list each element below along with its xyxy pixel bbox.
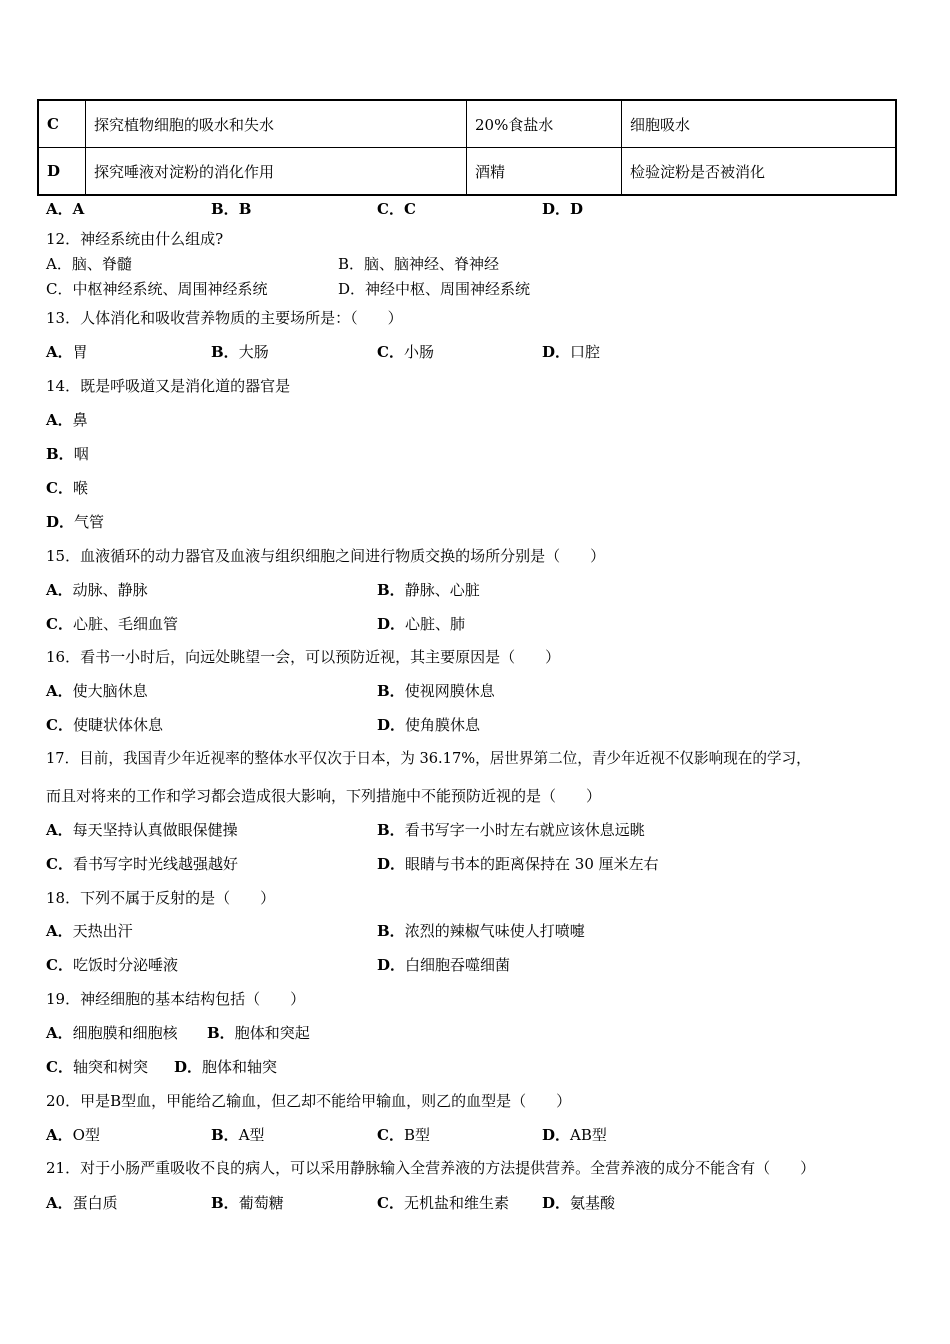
q17-option-c: C．看书写字时光线越强越好 [46,855,238,873]
reagent: 酒精 [467,148,622,196]
purpose: 细胞吸水 [622,100,897,148]
q17-stem-line1: 17．目前，我国青少年近视率的整体水平仅次于日本，为 36.17%，居世界第二位，青少年近视不仅影响现在的学习， [46,750,811,767]
q18-option-b: B．浓烈的辣椒气味使人打喷嚏 [377,922,585,940]
experiment-table [37,99,897,196]
q12-stem: 12．神经系统由什么组成? [46,230,224,248]
q20-option-a: A．O型 [46,1126,100,1144]
q12-option-b: B．脑、脑神经、脊神经 [338,255,500,273]
q17-option-d: D．眼睛与书本的距离保持在 30 厘米左右 [377,855,659,873]
q21-option-c: C．无机盐和维生素 [377,1194,509,1212]
q12-option-c: C．中枢神经系统、周围神经系统 [46,280,268,298]
q11-option-c: C．C [377,200,416,218]
q15-option-a: A．动脉、静脉 [46,581,148,599]
q19-option-c: C．轴突和树突 [46,1058,148,1076]
q15-option-d: D．心脏、肺 [377,615,466,633]
q11-option-a: A．A [46,200,85,218]
q18-option-d: D．白细胞吞噬细菌 [377,956,511,974]
q14-stem: 14．既是呼吸道又是消化道的器官是 [46,377,291,395]
q17-option-b: B．看书写字一小时左右就应该休息远眺 [377,821,645,839]
q21-option-b: B．葡萄糖 [211,1194,284,1212]
q17-option-a: A．每天坚持认真做眼保健操 [46,821,238,839]
q19-option-b: B．胞体和突起 [207,1024,310,1042]
q12-option-a: A．脑、脊髓 [46,255,132,273]
table-row [38,148,896,196]
q17-stem-line2: 而且对将来的工作和学习都会造成很大影响，下列措施中不能预防近视的是（ ） [46,787,602,805]
q16-option-d: D．使角膜休息 [377,716,481,734]
q14-option-d: D．气管 [46,513,105,531]
q16-option-b: B．使视网膜休息 [377,682,495,700]
q18-option-a: A．天热出汗 [46,922,133,940]
q19-option-a: A．细胞膜和细胞核 [46,1024,178,1042]
purpose: 检验淀粉是否被消化 [622,148,897,196]
q14-option-b: B．咽 [46,445,89,463]
q20-option-c: C．B型 [377,1126,430,1144]
q18-option-c: C．吃饭时分泌唾液 [46,956,178,974]
q21-stem: 21．对于小肠严重吸收不良的病人，可以采用静脉输入全营养液的方法提供营养。全营养液的成分不能含有（ ） [46,1159,816,1177]
q16-option-a: A．使大脑休息 [46,682,148,700]
q20-option-b: B．A型 [211,1126,265,1144]
q14-option-c: C．喉 [46,479,88,497]
q19-option-d: D．胞体和轴突 [174,1058,278,1076]
q15-stem: 15．血液循环的动力器官及血液与组织细胞之间进行物质交换的场所分别是（ ） [46,547,606,565]
q13-option-b: B．大肠 [211,343,269,361]
q18-stem: 18．下列不属于反射的是（ ） [46,889,276,907]
q21-option-d: D．氨基酸 [542,1194,616,1212]
experiment-name: 探究植物细胞的吸水和失水 [86,100,467,148]
row-letter: D [38,148,86,196]
experiment-name: 探究唾液对淀粉的消化作用 [86,148,467,196]
q14-option-a: A．鼻 [46,411,88,429]
q13-option-c: C．小肠 [377,343,434,361]
q19-stem: 19．神经细胞的基本结构包括（ ） [46,990,306,1008]
table-row [38,100,896,148]
q11-option-d: D．D [542,200,584,218]
q11-option-b: B．B [211,200,252,218]
q16-option-c: C．使睫状体休息 [46,716,163,734]
q15-option-b: B．静脉、心脏 [377,581,480,599]
q13-option-a: A．胃 [46,343,88,361]
q16-stem: 16．看书一小时后，向远处眺望一会，可以预防近视，其主要原因是（ ） [46,648,561,666]
q20-option-d: D．AB型 [542,1126,607,1144]
q13-stem: 13．人体消化和吸收营养物质的主要场所是：（ ） [46,309,403,327]
q21-option-a: A．蛋白质 [46,1194,118,1212]
q12-option-d: D．神经中枢、周围神经系统 [338,280,531,298]
reagent: 20%食盐水 [467,100,622,148]
q20-stem: 20．甲是B型血，甲能给乙输血，但乙却不能给甲输血，则乙的血型是（ ） [46,1092,572,1110]
q15-option-c: C．心脏、毛细血管 [46,615,178,633]
row-letter: C [38,100,86,148]
q13-option-d: D．口腔 [542,343,601,361]
